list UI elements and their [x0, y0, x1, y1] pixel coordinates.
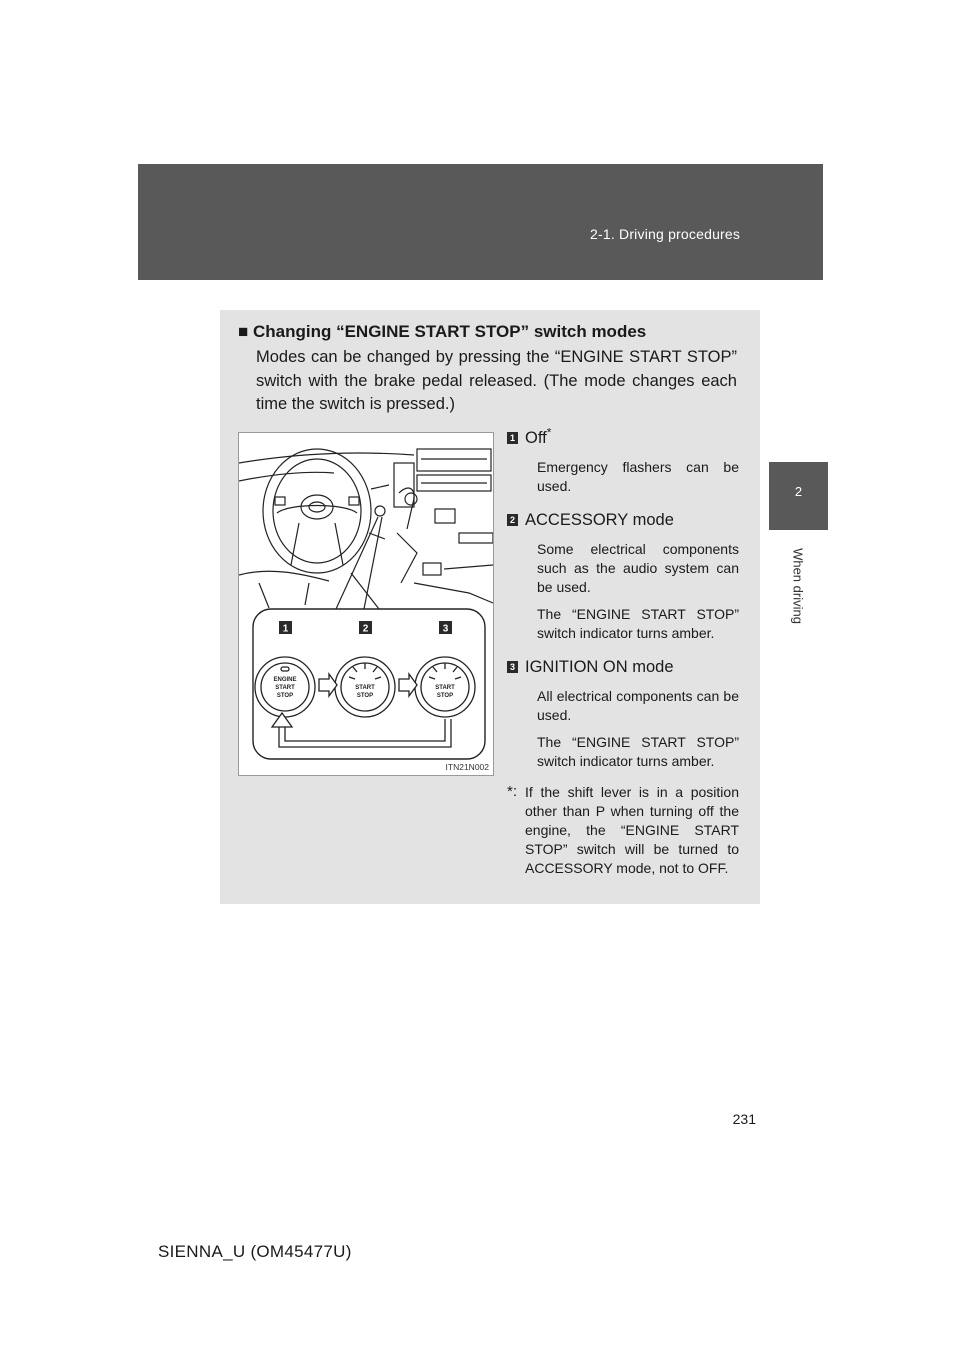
info-panel	[220, 310, 760, 904]
panel-title: ■ Changing “ENGINE START STOP” switch modes	[238, 322, 647, 341]
svg-text:ENGINE: ENGINE	[273, 677, 297, 683]
mode-title: Off*	[525, 425, 552, 447]
mode-item-off	[507, 425, 739, 496]
svg-text:STOP: STOP	[276, 693, 294, 699]
chapter-number: 2	[794, 484, 803, 499]
mode-description: The “ENGINE START STOP” switch indicator turns amber.	[537, 606, 739, 641]
svg-text:START: START	[435, 685, 455, 691]
mode-item-accessory	[507, 510, 739, 643]
header-band	[138, 164, 823, 280]
svg-text:2: 2	[362, 623, 369, 635]
panel-intro: Modes can be changed by pressing the “ENGINE START STOP” switch with the brake pedal released. (The mode changes each time the switch is pressed.)	[256, 348, 737, 413]
footnote	[507, 783, 739, 878]
mode-description: Emergency flashers can be used.	[537, 459, 739, 494]
svg-text:1: 1	[282, 623, 289, 635]
mode-badge: 3	[507, 661, 518, 673]
manual-code: SIENNA_U (OM45477U)	[158, 1242, 352, 1261]
page-number: 231	[732, 1111, 756, 1127]
footnote-text: If the shift lever is in a position other than P when turning off the engine, the “ENGINE START STOP” switch will be turned to ACCESSORY mode, not to OFF.	[525, 784, 739, 876]
chapter-label: When driving	[790, 548, 806, 624]
dashboard-drawing	[239, 433, 494, 776]
mode-description: All electrical components can be used.	[537, 688, 739, 723]
mode-badge: 2	[507, 514, 518, 526]
mode-item-ignition-on	[507, 657, 739, 771]
figure-code: ITN21N002	[445, 762, 489, 772]
section-title: 2-1. Driving procedures	[590, 226, 741, 242]
mode-description: The “ENGINE START STOP” switch indicator turns amber.	[537, 734, 739, 769]
mode-title: ACCESSORY mode	[525, 511, 674, 529]
svg-text:STOP: STOP	[436, 693, 454, 699]
svg-text:START: START	[355, 685, 375, 691]
mode-title: IGNITION ON mode	[525, 658, 674, 676]
mode-badge: 1	[507, 432, 518, 444]
mode-description: Some electrical components such as the audio system can be used.	[537, 541, 739, 595]
chapter-tab	[769, 462, 828, 530]
svg-text:STOP: STOP	[356, 693, 374, 699]
switch-illustration	[238, 432, 494, 776]
footnote-mark: *:	[507, 783, 518, 800]
mode-list	[507, 425, 739, 878]
svg-text:START: START	[275, 685, 295, 691]
svg-text:3: 3	[442, 623, 449, 635]
footnote-marker: *	[546, 425, 552, 440]
